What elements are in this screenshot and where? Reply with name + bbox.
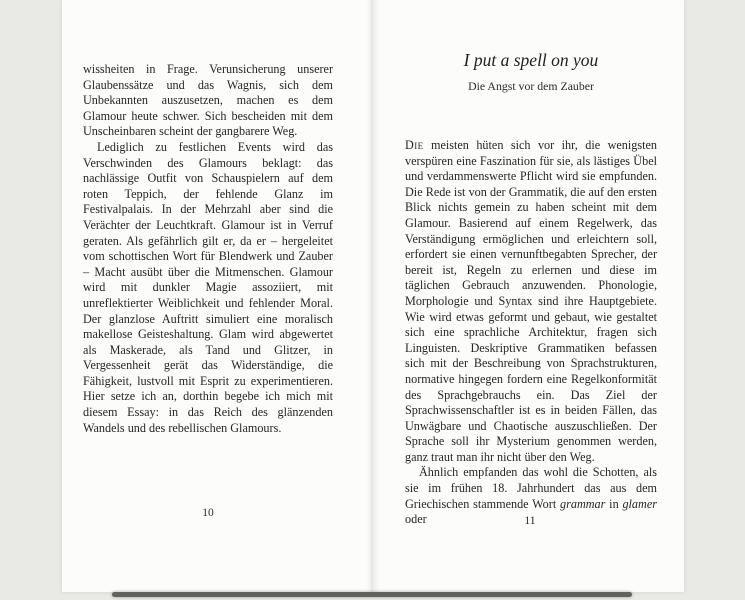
italic-term: glamer — [622, 496, 657, 511]
left-page-number: 10 — [202, 506, 214, 519]
smallcaps-word: Die — [405, 138, 424, 152]
left-page-text — [83, 62, 333, 436]
right-page-number: 11 — [524, 514, 536, 527]
paragraph: wissheiten in Frage. Verunsicherung unserer Glaubenssätze und das Wagnis, sich dem Unbekannten auszusetzen, machen es dem Glamour heute schwer. Sich bescheiden mit dem Unscheinbaren scheint der gangbarere Weg. — [83, 62, 333, 139]
book-bottom-edge — [112, 592, 632, 597]
right-page-text — [405, 138, 657, 528]
left-page — [62, 0, 373, 592]
italic-term: grammar — [560, 496, 606, 511]
chapter-title: I put a spell on you — [463, 50, 599, 70]
paragraph: Lediglich zu festlichen Events wird das Verschwinden des Glamours beklagt: das nachlässige Outfit von Schauspielern auf dem roten Teppich, der fehlende Glanz im Festivalpalais. In der Mehrzahl aber sind die Verächter der Leuchtkraft. Glamour ist in Verruf geraten. Als gefährlich gilt er, da er – hergeleitet vom schottischen Wort für Blendwerk und Zauber – Macht ausübt über die Mitmenschen. Glamour wird mit dunkler Magie assoziiert, mit unreflektierter Weiblichkeit und fehlender Moral. Der glanzlose Auftritt simuliert eine moralisch makellose Geisteshaltung. Glam wird abgewertet als Maskerade, als Tand und Glitzer, in Vergessenheit gerät das Widerständige, die Fähigkeit, lustvoll mit Esprit zu experimentieren. Hier setze ich an, dorthin begebe ich mich mit diesem Essay: in das Reich des glänzenden Wandels und des rebellischen Glamours. — [83, 139, 333, 435]
chapter-subtitle: Die Angst vor dem Zauber — [468, 79, 594, 93]
right-page — [373, 0, 684, 592]
paragraph: Die meisten hüten sich vor ihr, die wenigsten verspüren eine Faszination für sie, als lästiges Übel und verdammenswerte Pflicht wird sie empfunden. Die Rede ist von der Grammatik, die auf den ersten Blick nichts gemein zu haben scheint mit dem Glamour. Basierend auf einem Regelwerk, das Verständigung ermöglichen und erleichtern soll, erfordert sie einen vernunftbegabten Sprecher, der bereit ist, Regeln zu erlernen und diese im täglichen Gebrauch anzuwenden. Phonologie, Morphologie und Syntax sind ihre Hauptgebiete. Wie wird etwas geformt und gebaut, wie gestaltet sich eine sprachliche Architektur, fragen sich Linguisten. Deskriptive Grammatiken befassen sich mit der Beschreibung von Sprachstrukturen, normative hingegen fordern eine Regelkonformität des Sprachgebrauchs ein. Das Ziel der Sprachwissenschaftler ist es in beiden Fällen, das Unwägbare und Chaotische auszuschließen. Der Sprache soll ihr Mysterium genommen werden, ganz traut man ihr nicht über den Weg. — [405, 138, 657, 464]
paragraph: Ähnlich empfanden das wohl die Schotten, als sie im frühen 18. Jahrhundert das aus dem Griechischen stammende Wort grammar in glamer oder — [405, 465, 657, 527]
